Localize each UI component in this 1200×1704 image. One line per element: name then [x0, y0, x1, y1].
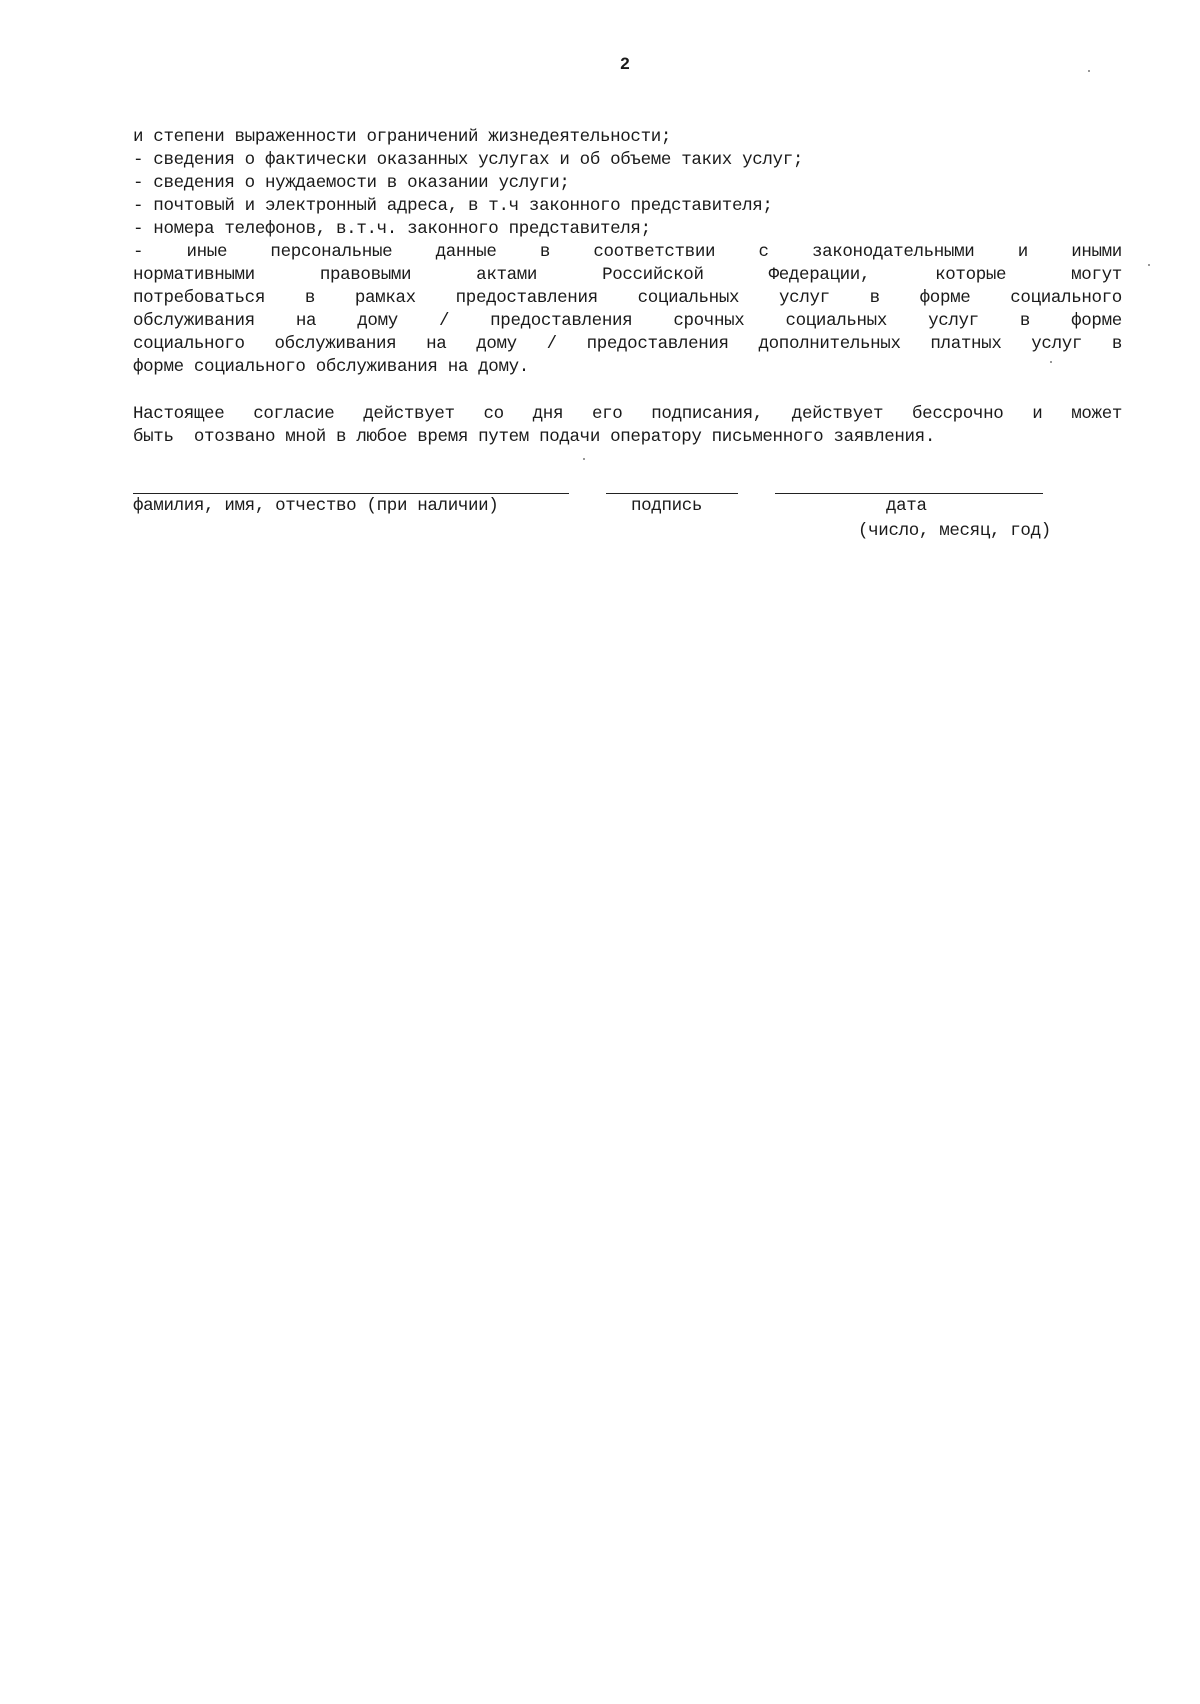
- word: услуг: [928, 311, 979, 331]
- word: может: [1071, 404, 1122, 424]
- word: могут: [1071, 265, 1122, 285]
- word: услуг: [1031, 334, 1083, 354]
- word: дополнительных: [758, 334, 901, 354]
- word: иными: [1071, 242, 1122, 262]
- word: форме: [1071, 311, 1122, 331]
- word: на: [295, 311, 317, 331]
- date-signature-line: [775, 493, 1043, 494]
- consent-line-1: [133, 403, 1122, 426]
- word: и: [1017, 242, 1028, 262]
- word: социальных: [785, 311, 887, 331]
- word: платных: [930, 334, 1002, 354]
- word: Настоящее: [133, 404, 225, 424]
- word: бессрочно: [912, 404, 1004, 424]
- word: на: [426, 334, 447, 354]
- word: в: [1111, 334, 1122, 354]
- word: рамках: [354, 288, 416, 308]
- word: правовыми: [319, 265, 412, 285]
- list-item: и степени выраженности ограничений жизнедеятельности;: [133, 127, 672, 147]
- scan-speck: [1050, 361, 1052, 363]
- word: со: [483, 404, 504, 424]
- word: дому: [357, 311, 398, 331]
- word: согласие: [253, 404, 335, 424]
- word: форме: [919, 288, 971, 308]
- consent-line-2: быть отозвано мной в любое время путем подачи оператору письменного заявления.: [133, 427, 935, 447]
- word: /: [546, 334, 557, 354]
- word: дня: [532, 404, 564, 424]
- page-number: 2: [620, 54, 630, 73]
- other-data-line-3: [133, 287, 1122, 310]
- date-caption: дата: [886, 496, 927, 516]
- word: актами: [476, 265, 538, 285]
- word: в: [304, 288, 315, 308]
- list-item: - сведения о фактически оказанных услугах и об объеме таких услуг;: [133, 150, 804, 170]
- signature-line: [606, 493, 738, 494]
- word: Федерации,: [768, 265, 871, 285]
- word: его: [591, 404, 623, 424]
- word: с: [758, 242, 769, 262]
- word: подписания,: [651, 404, 763, 424]
- name-caption: фамилия, имя, отчество (при наличии): [133, 496, 499, 516]
- other-data-line-1: [133, 241, 1122, 264]
- word: Российской: [602, 265, 704, 285]
- word: законодательными: [811, 242, 975, 262]
- word: нормативными: [133, 265, 255, 285]
- other-data-line-6: форме социального обслуживания на дому.: [133, 357, 529, 377]
- other-data-line-5: [133, 333, 1122, 356]
- word: социального: [1010, 288, 1122, 308]
- word: соответствии: [593, 242, 716, 262]
- word: предоставления: [455, 288, 598, 308]
- word: услуг: [779, 288, 830, 308]
- signature-caption: подпись: [631, 496, 703, 516]
- word: социального: [133, 334, 245, 354]
- scan-speck: [1088, 70, 1090, 72]
- word: обслуживания: [133, 311, 255, 331]
- word: в: [869, 288, 880, 308]
- other-data-line-2: [133, 264, 1122, 287]
- date-format-caption: (число, месяц, год): [858, 521, 1051, 541]
- word: действует: [363, 404, 455, 424]
- word: потребоваться: [133, 288, 265, 308]
- word: социальных: [637, 288, 740, 308]
- other-data-line-4: [133, 310, 1122, 333]
- word: /: [438, 311, 450, 331]
- list-item: - сведения о нуждаемости в оказании услуги;: [133, 173, 570, 193]
- word: данные: [435, 242, 497, 262]
- word: в: [1019, 311, 1031, 331]
- word: иные: [186, 242, 228, 262]
- list-item: - номера телефонов, в.т.ч. законного представителя;: [133, 219, 651, 239]
- scan-speck: [583, 458, 585, 460]
- word: которые: [935, 265, 1007, 285]
- word: -: [133, 242, 144, 262]
- name-signature-line: [133, 493, 569, 494]
- word: и: [1032, 404, 1043, 424]
- word: в: [539, 242, 550, 262]
- word: действует: [791, 404, 884, 424]
- word: персональные: [270, 242, 393, 262]
- word: срочных: [673, 311, 745, 331]
- list-item: - почтовый и электронный адреса, в т.ч законного представителя;: [133, 196, 773, 216]
- scan-speck: [1148, 264, 1150, 266]
- word: дому: [476, 334, 517, 354]
- word: предоставления: [586, 334, 729, 354]
- word: предоставления: [490, 311, 633, 331]
- word: обслуживания: [274, 334, 397, 354]
